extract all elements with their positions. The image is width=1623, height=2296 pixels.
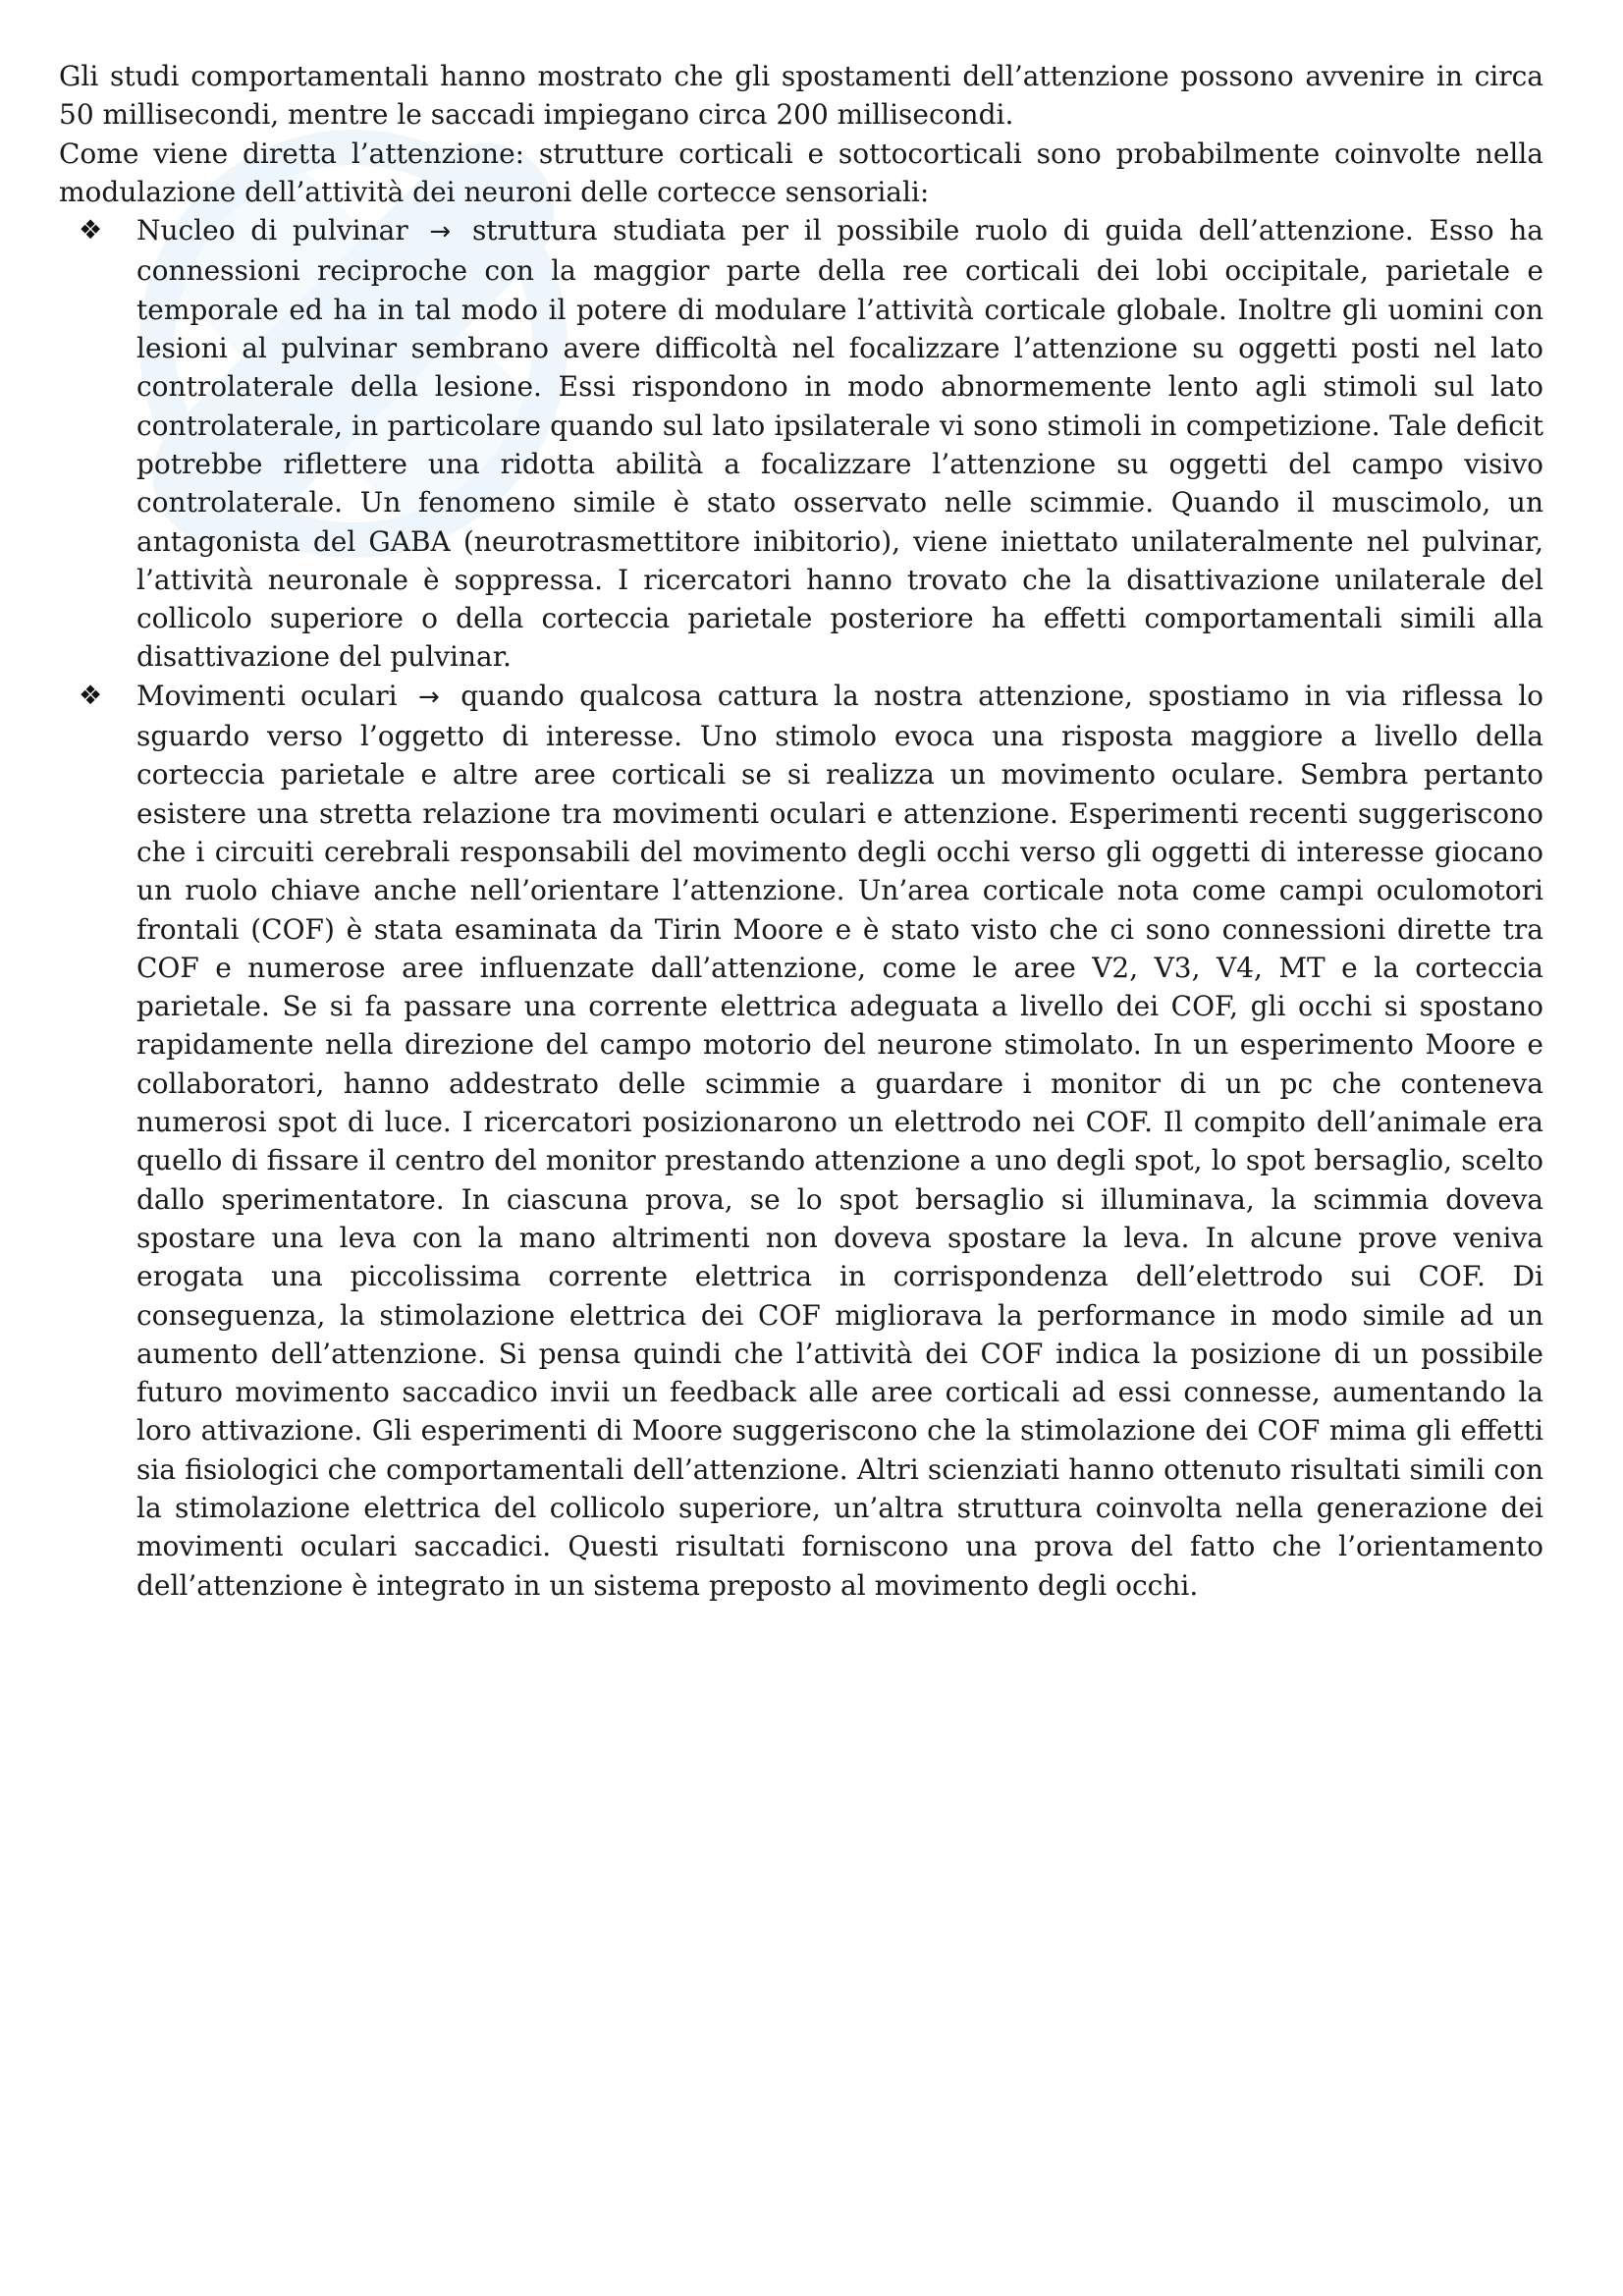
- document-page: [59, 57, 1543, 1605]
- question-paragraph: Come viene diretta l’attenzione: strutture corticali e sottocorticali sono probabilmente coinvolte nella modulazione dell’attività dei neuroni delle cortecce sensoriali:: [59, 137, 1543, 208]
- bullet-list: [59, 211, 1543, 1605]
- right-arrow-icon: →: [418, 682, 440, 712]
- diamond-bullet-icon: ❖: [79, 680, 103, 711]
- bullet-term: Movimenti oculari: [136, 679, 398, 712]
- right-arrow-icon: →: [429, 217, 452, 247]
- bullet-text: quando qualcosa cattura la nostra attenzione, spostiamo in via riflessa lo sguardo verso l’oggetto di interesse. Uno stimolo evoca una risposta maggiore a livello della corteccia parietale e altre aree corticali se si realizza un movimento oculare. Sembra pertanto esistere una stretta relazione tra movimenti oculari e attenzione. Esperimenti recenti suggeriscono che i circuiti cerebrali responsabili del movimento degli occhi verso gli oggetti di interesse giocano un ruolo chiave anche nell’orientare l’attenzione. Un’area corticale nota come campi oculomotori frontali (COF) è stata esaminata da Tirin Moore e è stato visto che ci sono connessioni dirette tra COF e numerose aree influenzate dall’attenzione, come le aree V2, V3, V4, MT e la corteccia parietale. Se si fa passare una corrente elettrica adeguata a livello dei COF, gli occhi si spostano rapidamente nella direzione del campo motorio del neurone stimolato. In un esperimento Moore e collaboratori, hanno addestrato delle scimmie a guardare i monitor di un pc che conteneva numerosi spot di luce. I ricercatori posizionarono un elettrodo nei COF. Il compito dell’animale era quello di fissare il centro del monitor prestando attenzione a uno degli spot, lo spot bersaglio, scelto dallo sperimentatore. In ciascuna prova, se lo spot bersaglio si illuminava, la scimmia doveva spostare una leva con la mano altrimenti non doveva spostare la leva. In alcune prove veniva erogata una piccolissima corrente elettrica in corrispondenza dell’elettrodo sui COF. Di conseguenza, la stimolazione elettrica dei COF migliorava la performance in modo simile ad un aumento dell’attenzione. Si pensa quindi che l’attività dei COF indica la posizione di un possibile futuro movimento saccadico invii un feedback alle aree corticali ad essi connesse, aumentando la loro attivazione. Gli esperimenti di Moore suggeriscono che la stimolazione dei COF mima gli effetti sia fisiologici che comportamentali dell’attenzione. Altri scienziati hanno ottenuto risultati simili con la stimolazione elettrica del collicolo superiore, un’altra struttura coinvolta nella generazione dei movimenti oculari saccadici. Questi risultati forniscono una prova del fatto che l’orientamento dell’attenzione è integrato in un sistema preposto al movimento degli occhi.: [136, 679, 1544, 1602]
- list-item: [59, 677, 1543, 1605]
- diamond-bullet-icon: ❖: [79, 215, 103, 246]
- list-item: [59, 211, 1543, 677]
- bullet-text: struttura studiata per il possibile ruolo di guida dell’attenzione. Esso ha connessioni reciproche con la maggior parte della ree corticali dei lobi occipitale, parietale e temporale ed ha in tal modo il potere di modulare l’attività corticale globale. Inoltre gli uomini con lesioni al pulvinar sembrano avere difficoltà nel focalizzare l’attenzione su oggetti posti nel lato controlaterale della lesione. Essi rispondono in modo abnormemente lento agli stimoli sul lato controlaterale, in particolare quando sul lato ipsilaterale vi sono stimoli in competizione. Tale deficit potrebbe riflettere una ridotta abilità a focalizzare l’attenzione su oggetti del campo visivo controlaterale. Un fenomeno simile è stato osservato nelle scimmie. Quando il muscimolo, un antagonista del GABA (neurotrasmettitore inibitorio), viene iniettato unilateralmente nel pulvinar, l’attività neuronale è soppressa. I ricercatori hanno trovato che la disattivazione unilaterale del collicolo superiore o della corteccia parietale posteriore ha effetti comportamentali simili alla disattivazione del pulvinar.: [136, 214, 1543, 674]
- intro-paragraph: Gli studi comportamentali hanno mostrato che gli spostamenti dell’attenzione possono avvenire in circa 50 millisecondi, mentre le saccadi impiegano circa 200 millisecondi.: [59, 60, 1543, 132]
- bullet-term: Nucleo di pulvinar: [136, 214, 408, 247]
